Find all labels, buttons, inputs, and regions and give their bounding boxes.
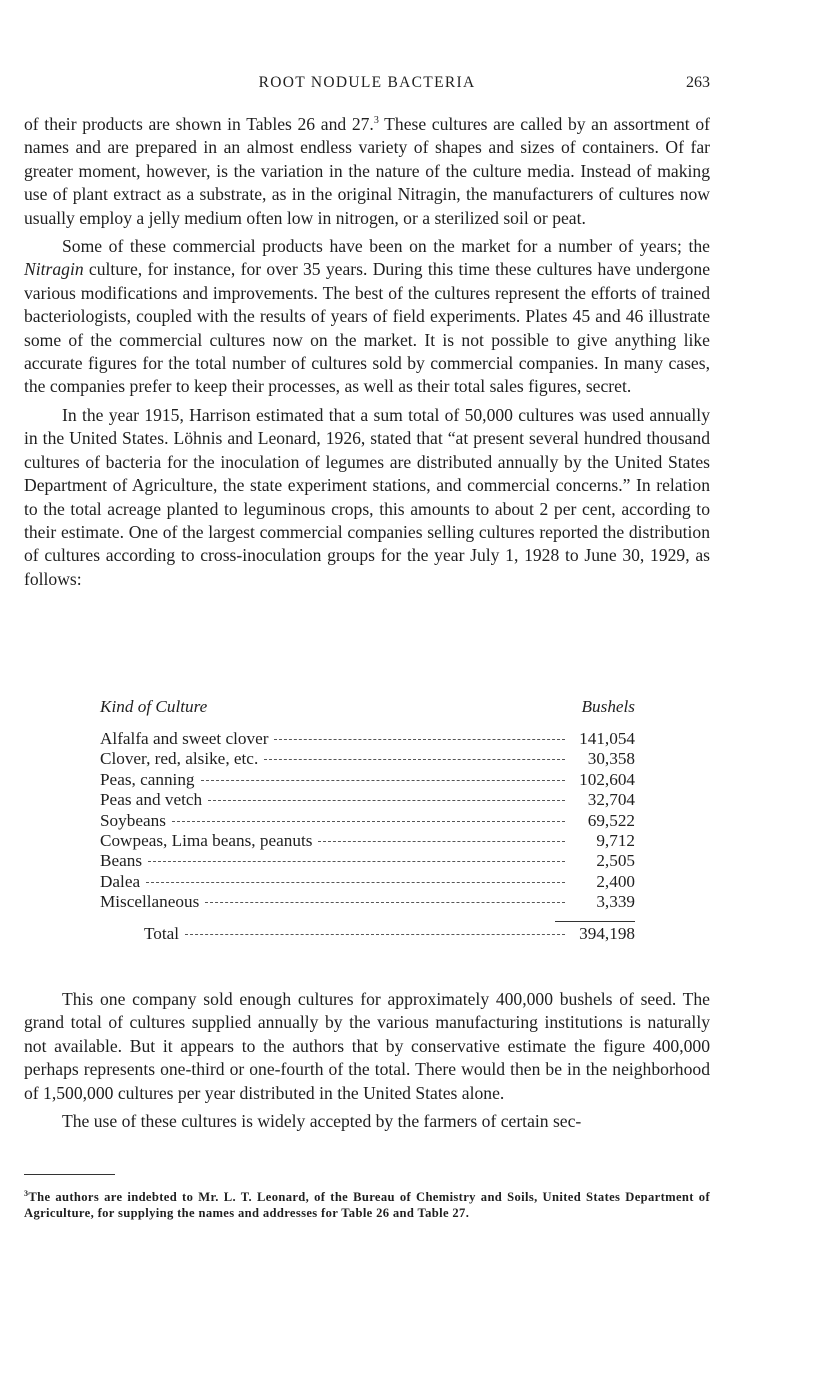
running-title: ROOT NODULE BACTERIA <box>258 74 476 91</box>
running-head <box>24 74 710 96</box>
row-label: Soybeans <box>100 810 166 830</box>
paragraph-2 <box>24 235 710 399</box>
footnote-rule <box>24 1174 115 1175</box>
dot-leader <box>274 739 565 740</box>
dot-leader <box>205 902 565 903</box>
paragraph-1-text-cont: These cultures are called by an assortment of names and are prepared in an almost endless variety of shapes and sizes of containers. Of far greater moment, however, is the variation in the nature of the culture media. Instead of making use of plant extract as a substrate, as in the original Nitragin, the manufacturers of cultures now usually employ a jelly medium often low in nitrogen, or a sterilized soil or peat. <box>24 114 710 228</box>
row-label: Alfalfa and sweet clover <box>100 729 269 748</box>
row-label: Beans <box>100 851 143 871</box>
body-text-bottom <box>24 988 710 1133</box>
row-value: 2,400 <box>596 871 635 891</box>
row-label: Peas and vetch <box>100 790 203 810</box>
table-row <box>100 811 635 831</box>
table-row <box>100 831 635 851</box>
footnote-marker: 3 <box>24 1189 29 1198</box>
culture-table <box>100 697 635 944</box>
paragraph-2-text: Some of these commercial products have been on the market for a number of years; the <box>62 236 710 257</box>
dot-leader <box>185 934 565 935</box>
table-row <box>100 770 635 790</box>
column-header-kind: Kind of Culture <box>100 697 208 716</box>
table-row <box>100 790 635 810</box>
table-row <box>100 892 635 912</box>
column-header-unit: Bushels <box>581 697 635 716</box>
table-row <box>100 749 635 769</box>
row-label: Miscellaneous <box>100 892 200 912</box>
dot-leader <box>264 759 565 760</box>
row-value: 9,712 <box>596 830 635 850</box>
row-value: 141,054 <box>579 729 635 748</box>
table-row <box>100 872 635 892</box>
row-value: 32,704 <box>587 790 635 810</box>
footnote-ref: 3 <box>373 115 379 126</box>
paragraph-4: This one company sold enough cultures for approximately 400,000 bushels of seed. The grand total of cultures supplied annually by the various manufacturing institutions is naturally not available. But it appears to the authors that by conservative estimate the figure 400,000 perhaps represents one-third or one-fourth of the total. There would then be in the neighborhood of 1,500,000 cultures per year distributed in the United States alone. <box>24 989 710 1103</box>
row-label: Clover, red, alsike, etc. <box>100 749 259 769</box>
nitragin-italic: Nitragin <box>24 259 84 280</box>
total-rule <box>555 921 635 922</box>
table-row <box>100 851 635 871</box>
row-value: 30,358 <box>587 749 635 769</box>
row-label: Dalea <box>100 871 141 891</box>
row-value: 2,505 <box>596 851 635 871</box>
row-label: Peas, canning <box>100 769 195 789</box>
body-text-top <box>24 113 710 591</box>
paragraph-2-text-cont: culture, for instance, for over 35 years. During this time these cultures have undergone various modifications and improvements. The best of the cultures represent the efforts of trained bacteriologists, coupled with the results of years of field experiments. Plates 45 and 46 illustrate some of the commercial cultures now on the market. It is not possible to give anything like accurate figures for the total number of cultures sold by commercial companies. In many cases, the companies prefer to keep their processes, as well as their total sales figures, secret. <box>24 259 710 397</box>
row-value: 102,604 <box>579 769 635 789</box>
dot-leader <box>318 841 565 842</box>
dot-leader <box>208 800 565 801</box>
dot-leader <box>148 861 565 862</box>
table-total-row <box>100 924 635 944</box>
dot-leader <box>172 821 565 822</box>
row-label: Cowpeas, Lima beans, peanuts <box>100 830 313 850</box>
row-value: 69,522 <box>587 810 635 830</box>
total-value: 394,198 <box>579 923 635 943</box>
row-value: 3,339 <box>596 892 635 912</box>
paragraph-1 <box>24 113 710 230</box>
paragraph-3: In the year 1915, Harrison estimated that a sum total of 50,000 cultures was used annually in the United States. Löhnis and Leonard, 1926, stated that “at present several hundred thousand cultures of bacteria for the inoculation of legumes are distributed annually by the United States Department of Agriculture, the state experiment stations, and commercial concerns.” In relation to the total acreage planted to leguminous crops, this amounts to about 2 per cent, according to their estimate. One of the largest commercial companies selling cultures reported the distribution of cultures according to cross-inoculation groups for the year July 1, 1928 to June 30, 1929, as follows: <box>24 404 710 589</box>
dot-leader <box>201 780 565 781</box>
table-header <box>100 697 635 723</box>
paragraph-1-text: of their products are shown in Tables 26 and 27. <box>24 114 374 134</box>
total-label: Total <box>144 923 180 943</box>
table-row <box>100 729 635 749</box>
paragraph-5: The use of these cultures is widely accepted by the farmers of certain sec- <box>62 1111 582 1132</box>
page-number: 263 <box>686 74 710 91</box>
table-rows <box>100 729 635 913</box>
dot-leader <box>146 882 565 883</box>
footnote <box>24 1189 710 1222</box>
footnote-text: The authors are indebted to Mr. L. T. Leonard, of the Bureau of Chemistry and Soils, United States Department of Agriculture, for supplying the names and addresses for Table 26 and Table 27. <box>24 1190 710 1221</box>
